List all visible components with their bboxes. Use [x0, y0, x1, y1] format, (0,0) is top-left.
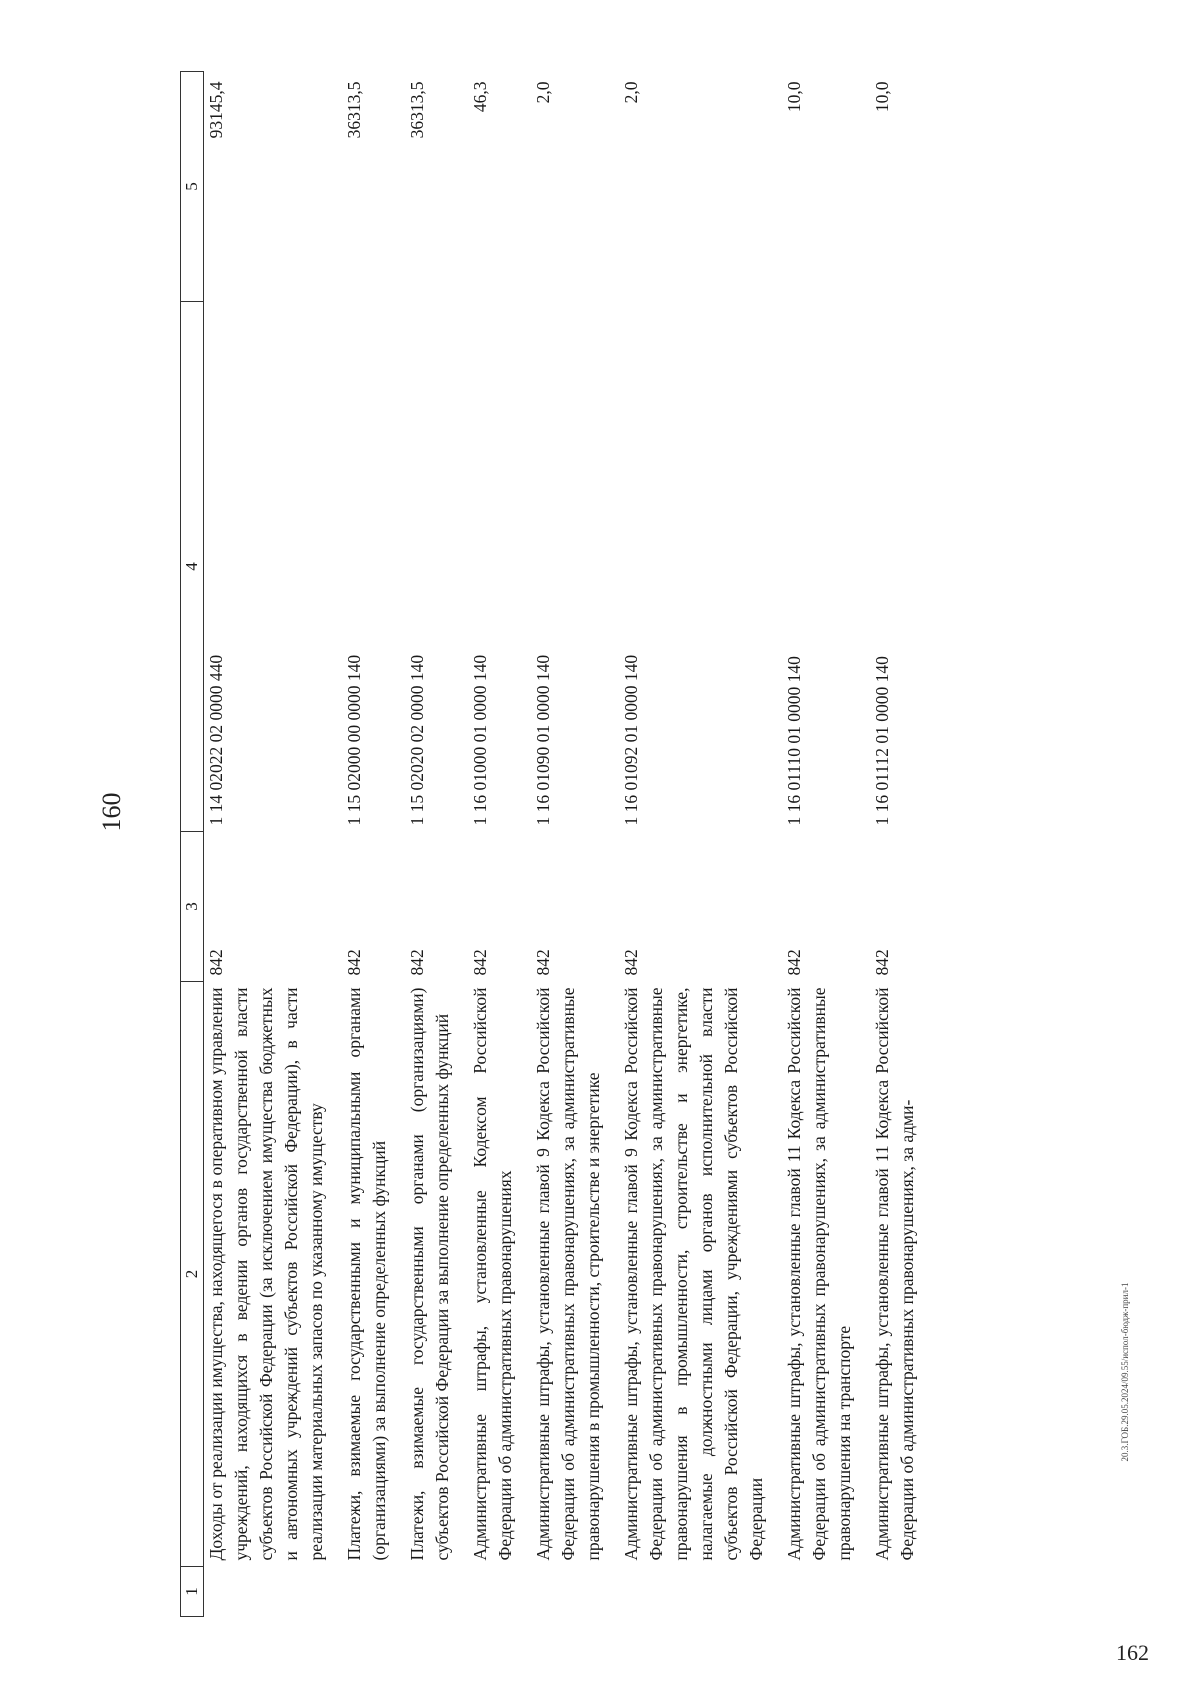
- table-row: [619, 72, 782, 1617]
- row-description: Административные штрафы, установленные Кодексом Российской Федерации об административных правонарушениях: [470, 987, 515, 1561]
- row-budget-code: 1 16 01000 01 0000 140: [470, 654, 490, 826]
- row-budget-code: 1 15 02000 00 0000 140: [344, 654, 364, 826]
- row-budget-code: 1 16 01112 01 0000 140: [872, 656, 892, 826]
- page-number: 160: [97, 792, 126, 832]
- row-admin-code: 842: [470, 949, 490, 976]
- table-header: [181, 72, 204, 1617]
- row-amount: 46,3: [470, 81, 490, 113]
- table-row: [405, 72, 468, 1617]
- table-row: [204, 72, 343, 1617]
- row-admin-code: 842: [206, 949, 226, 976]
- header-col-2: 2: [181, 982, 204, 1567]
- table-row: [342, 72, 405, 1617]
- row-admin-code: 842: [872, 949, 892, 976]
- header-col-5: 5: [181, 72, 204, 302]
- header-col-4: 4: [181, 302, 204, 832]
- row-admin-code: 842: [344, 949, 364, 976]
- sheet-number: 162: [1116, 1640, 1149, 1665]
- row-description: Административные штрафы, установленные главой 11 Кодекса Российской Федерации об административных правонарушениях, за административные правонарушения на транспорте: [784, 987, 854, 1561]
- row-description: Административные штрафы, установленные главой 11 Кодекса Российской Федерации об административных правонарушениях, за адми-: [872, 987, 917, 1561]
- row-amount: 10,0: [784, 81, 804, 113]
- row-name: [342, 1567, 405, 1617]
- row-budget-code: 1 16 01090 01 0000 140: [533, 654, 553, 826]
- document-footer-code: 20.3.ГОБ.29.05.2024/09.55/испол-бюдж-прил-1: [1120, 1282, 1130, 1462]
- table-row: [468, 72, 531, 1617]
- table-row: [782, 72, 870, 1617]
- row-amount: 2,0: [533, 81, 553, 104]
- row-description: Административные штрафы, установленные главой 9 Кодекса Российской Федерации об административных правонарушениях, за административные правонарушения в промышленности, строительстве и энергетике, налагаемые должностными лицами органов исполнительной власти субъектов Российской Федерации, учреждениями субъектов Российской Федерации: [621, 987, 766, 1561]
- row-description: Платежи, взимаемые государственными и муниципальными органами (организациями) за выполнение определенных функций: [344, 987, 389, 1561]
- row-amount: 36313,5: [344, 81, 364, 139]
- row-description: Доходы от реализации имущества, находящегося в оперативном управлении учреждений, находящихся в ведении органов государственной власти субъектов Российской Федерации (за исключением имущества бюджетных и автономных учреждений субъектов Российской Федерации), в части реализации материальных запасов по указанному имуществу: [206, 987, 326, 1561]
- revenue-table: [180, 71, 933, 1617]
- row-budget-code: 1 14 02022 02 0000 440: [206, 654, 226, 826]
- row-name: [468, 1567, 531, 1617]
- rotated-table-container: [180, 72, 1012, 1617]
- row-amount: 10,0: [872, 81, 892, 113]
- row-name: [619, 1567, 782, 1617]
- row-budget-code: 1 16 01110 01 0000 140: [784, 656, 804, 826]
- row-description: Административные штрафы, установленные главой 9 Кодекса Российской Федерации об административных правонарушениях, за административные правонарушения в промышленности, строительстве и энергетике: [533, 987, 603, 1561]
- header-col-3: 3: [181, 832, 204, 982]
- row-admin-code: 842: [533, 949, 553, 976]
- row-name: [782, 1567, 870, 1617]
- table-row: [531, 72, 619, 1617]
- row-amount: 2,0: [621, 81, 641, 104]
- row-amount: 93145,4: [206, 81, 226, 139]
- row-budget-code: 1 16 01092 01 0000 140: [621, 654, 641, 826]
- row-description: Платежи, взимаемые государственными органами (организациями) субъектов Российской Федерации за выполнение определенных функций: [407, 987, 452, 1561]
- row-name: [870, 1567, 933, 1617]
- header-col-1: 1: [181, 1567, 204, 1617]
- row-name: [405, 1567, 468, 1617]
- row-name: [204, 1567, 343, 1617]
- row-name: [531, 1567, 619, 1617]
- row-budget-code: 1 15 02020 02 0000 140: [407, 654, 427, 826]
- row-admin-code: 842: [621, 949, 641, 976]
- row-amount: 36313,5: [407, 81, 427, 139]
- row-admin-code: 842: [407, 949, 427, 976]
- row-admin-code: 842: [784, 949, 804, 976]
- table-row: [870, 72, 933, 1617]
